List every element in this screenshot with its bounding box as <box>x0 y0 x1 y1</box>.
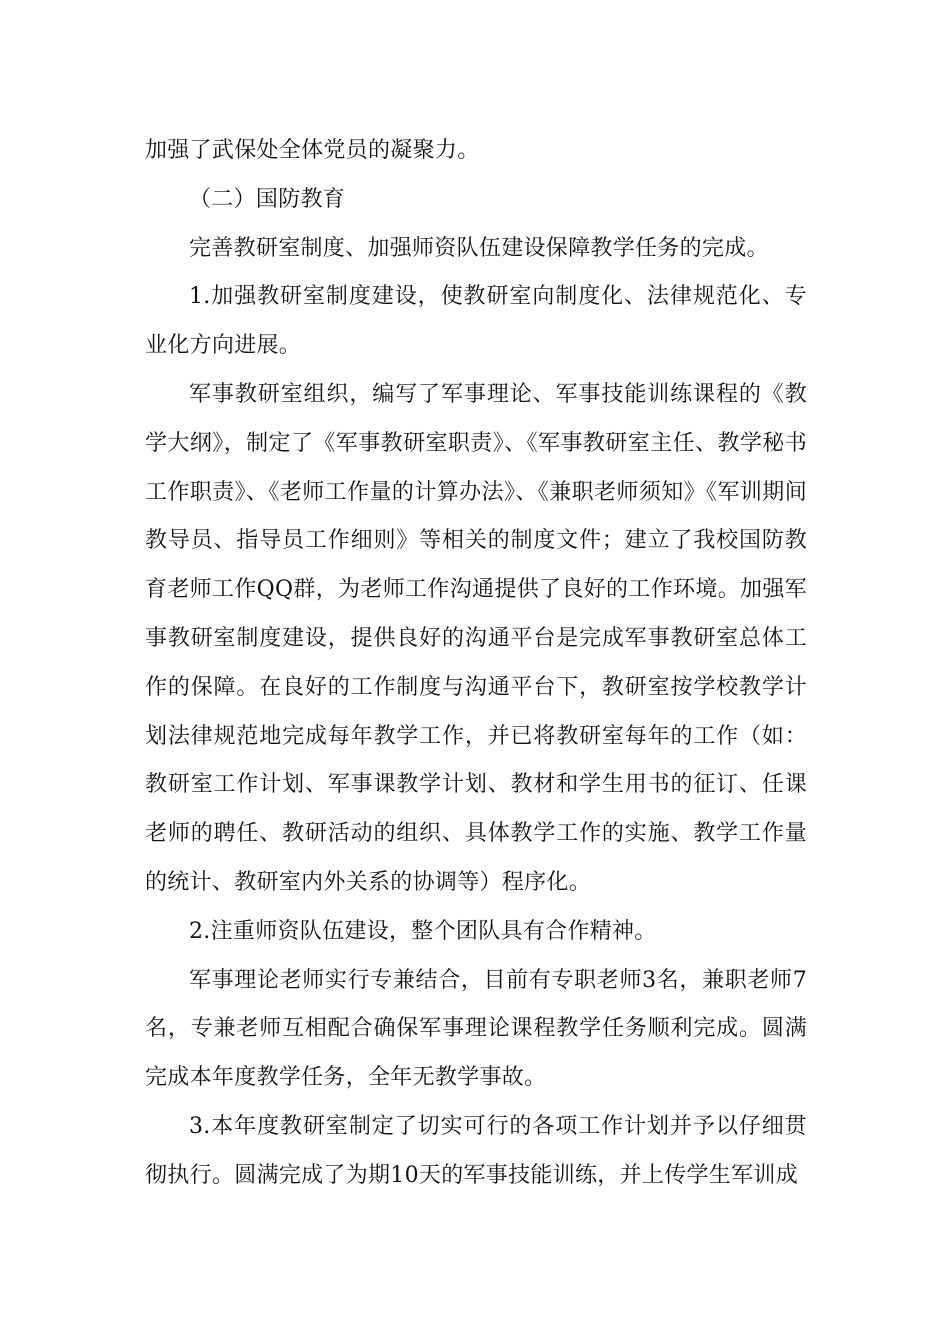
paragraph-intro: 完善教研室制度、加强师资队伍建设保障教学任务的完成。 <box>189 235 769 261</box>
paragraph-item-3: 3.本年度教研室制定了切实可行的各项工作计划并予以仔细贯彻执行。圆满完成了为期10天的军事技能训练，并上传学生军训成 <box>145 1113 807 1188</box>
paragraph-body-2: 军事理论老师实行专兼结合，目前有专职老师3名，兼职老师7名，专兼老师互相配合确保军事理论课程教学任务顺利完成。圆满完成本年度教学任务，全年无教学事故。 <box>145 967 807 1091</box>
document-body <box>145 127 807 1201</box>
paragraph-body-1: 军事教研室组织，编写了军事理论、军事技能训练课程的《教学大纲》，制定了《军事教研室职责》、《军事教研室主任、教学秘书工作职责》、《老师工作量的计算办法》、《兼职老师须知》《军训期间教导员、指导员工作细则》等相关的制度文件；建立了我校国防教育老师工作QQ群，为老师工作沟通提供了良好的工作环境。加强军事教研室制度建设，提供良好的沟通平台是完成军事教研室总体工作的保障。在良好的工作制度与沟通平台下，教研室按学校教学计划法律规范地完成每年教学工作，并已将教研室每年的工作（如：教研室工作计划、军事课教学计划、教材和学生用书的征订、任课老师的聘任、教研活动的组织、具体教学工作的实施、教学工作量的统计、教研室内外关系的协调等）程序化。 <box>145 381 807 895</box>
section-heading: （二）国防教育 <box>189 186 346 212</box>
paragraph-item-2: 2.注重师资队伍建设，整个团队具有合作精神。 <box>189 918 657 944</box>
paragraph-continuation: 加强了武保处全体党员的凝聚力。 <box>145 138 480 163</box>
paragraph-item-1: 1.加强教研室制度建设，使教研室向制度化、法律规范化、专业化方向进展。 <box>145 284 807 359</box>
